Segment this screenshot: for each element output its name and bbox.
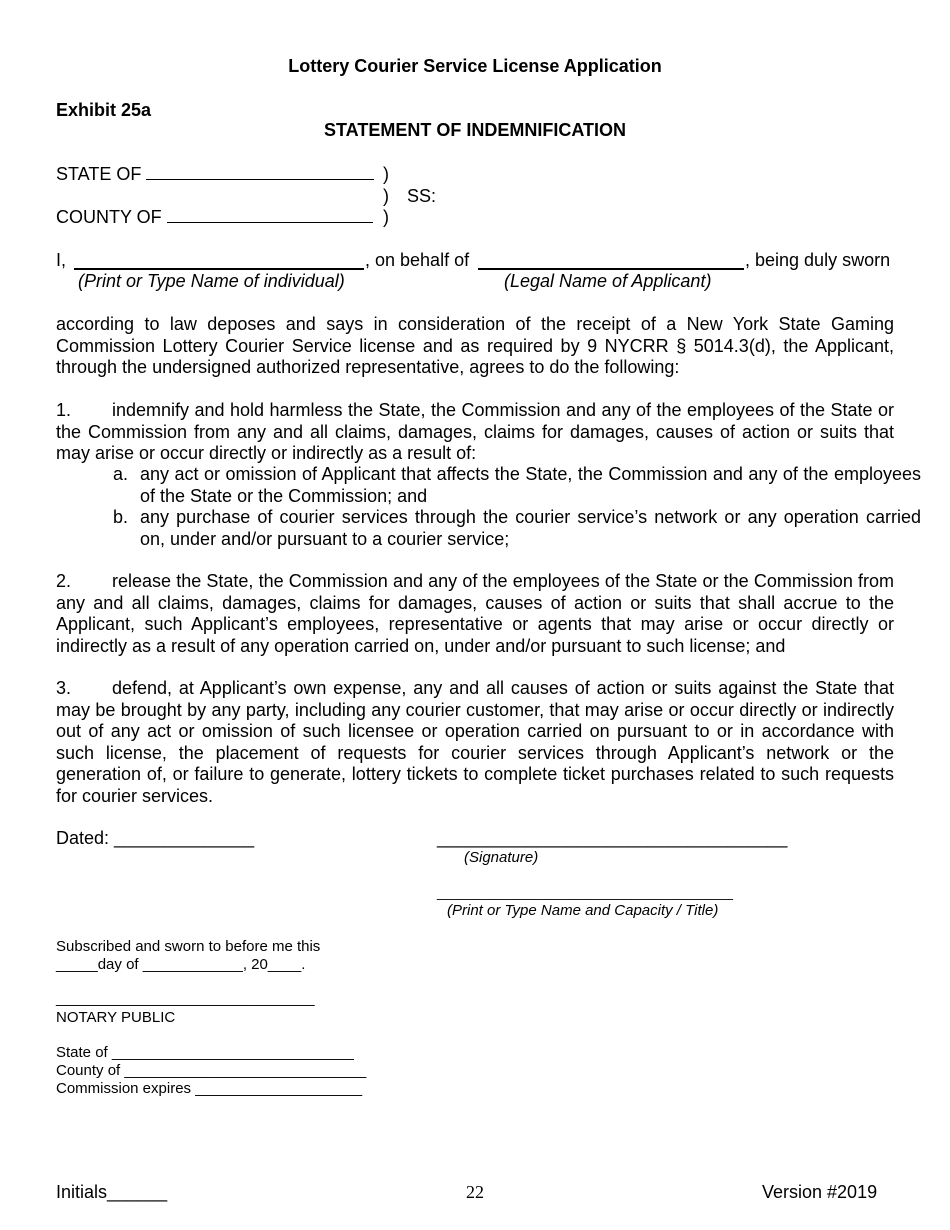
notary-public-label: NOTARY PUBLIC (56, 1009, 176, 1026)
notary-state-field[interactable]: State of _____________________________ (56, 1044, 354, 1061)
item-1a (113, 464, 921, 507)
item-3-number: 3. (56, 678, 72, 698)
item-2 (56, 571, 894, 657)
item-1-text: indemnify and hold harmless the State, the Commission and any of the employees of the State or the Commission from any and all claims, damages, claims for damages, causes of action or suits that may arise or occur directly or indirectly as a result of: (56, 400, 894, 463)
applicant-name-blank[interactable] (478, 268, 744, 270)
item-1a-text: any act or omission of Applicant that affects the State, the Commission and any of the employees of the State or the Commission; and (140, 464, 921, 506)
oath-suffix: , being duly sworn (745, 250, 891, 270)
individual-name-caption: (Print or Type Name of individual) (78, 271, 345, 291)
print-name-line[interactable]: ______________________________________ (437, 884, 733, 900)
paren-3: ) (383, 207, 389, 227)
sworn-line-1: Subscribed and sworn to before me this (56, 938, 321, 955)
oath-prefix: I, (56, 250, 67, 270)
sworn-line-2[interactable]: _____day of ____________, 20____. (56, 956, 306, 973)
county-of-field (56, 207, 373, 228)
county-of-label: COUNTY OF (56, 207, 162, 227)
exhibit-label: Exhibit 25a (56, 100, 152, 120)
oath-middle: , on behalf of (365, 250, 470, 270)
version-label: Version #2019 (762, 1182, 878, 1202)
notary-signature-line[interactable]: _______________________________ (56, 990, 315, 1007)
item-2-text: release the State, the Commission and any of the employees of the State or the Commission from any and all claims, damages, claims for damages, causes of action or suits that shall accrue to the Applicant, such Applicant’s employees, representative or agents that may arise or occur directly or indirectly as a result of any operation carried on, under and/or pursuant to such license; and (56, 571, 894, 656)
dated-field[interactable]: Dated: ______________ (56, 828, 255, 848)
page-number: 22 (466, 1182, 484, 1202)
item-3-text: defend, at Applicant’s own expense, any and all causes of action or suits against the State that may be brought by any party, including any courier customer, that may arise or occur directly or indirectly out of any act or omission of such licensee or operation carried on pursuant to or in accordance with such license, the placement of requests for courier services through Applicant’s network or the generation of, or failure to generate, lottery tickets to complete ticket purchases related to such requests for courier services. (56, 678, 894, 806)
paren-2: ) (383, 186, 389, 206)
document-title: Lottery Courier Service License Application (288, 56, 662, 76)
item-2-number: 2. (56, 571, 72, 591)
item-1-number: 1. (56, 400, 72, 420)
notary-county-field[interactable]: County of _____________________________ (56, 1062, 367, 1079)
state-of-label: STATE OF (56, 164, 142, 184)
commission-expires-field[interactable]: Commission expires ____________________ (56, 1080, 363, 1097)
statement-title: STATEMENT OF INDEMNIFICATION (324, 120, 626, 140)
item-1b-label: b. (113, 507, 129, 527)
ss-label: SS: (407, 186, 437, 206)
intro-paragraph: according to law deposes and says in consideration of the receipt of a New York State Gaming Commission Lottery Courier Service license and as required by 9 NYCRR § 5014.3(d), the Applicant, through the undersigned authorized representative, agrees to do the following: (56, 314, 894, 377)
signature-line[interactable]: ___________________________________ (437, 828, 788, 848)
paren-1: ) (383, 164, 389, 184)
item-1b-text: any purchase of courier services through the courier service’s network or any operation carried on, under and/or pursuant to a courier service; (140, 507, 921, 549)
state-of-field (56, 164, 374, 185)
county-of-blank[interactable] (167, 208, 373, 223)
item-1 (56, 400, 894, 465)
initials-field[interactable]: Initials______ (56, 1182, 168, 1202)
item-3 (56, 678, 894, 807)
item-1a-label: a. (113, 464, 129, 484)
item-1b (113, 507, 921, 550)
individual-name-blank[interactable] (74, 268, 364, 270)
print-name-caption: (Print or Type Name and Capacity / Title) (447, 902, 719, 919)
state-of-blank[interactable] (146, 165, 374, 180)
signature-caption: (Signature) (464, 849, 539, 866)
applicant-name-caption: (Legal Name of Applicant) (504, 271, 712, 291)
